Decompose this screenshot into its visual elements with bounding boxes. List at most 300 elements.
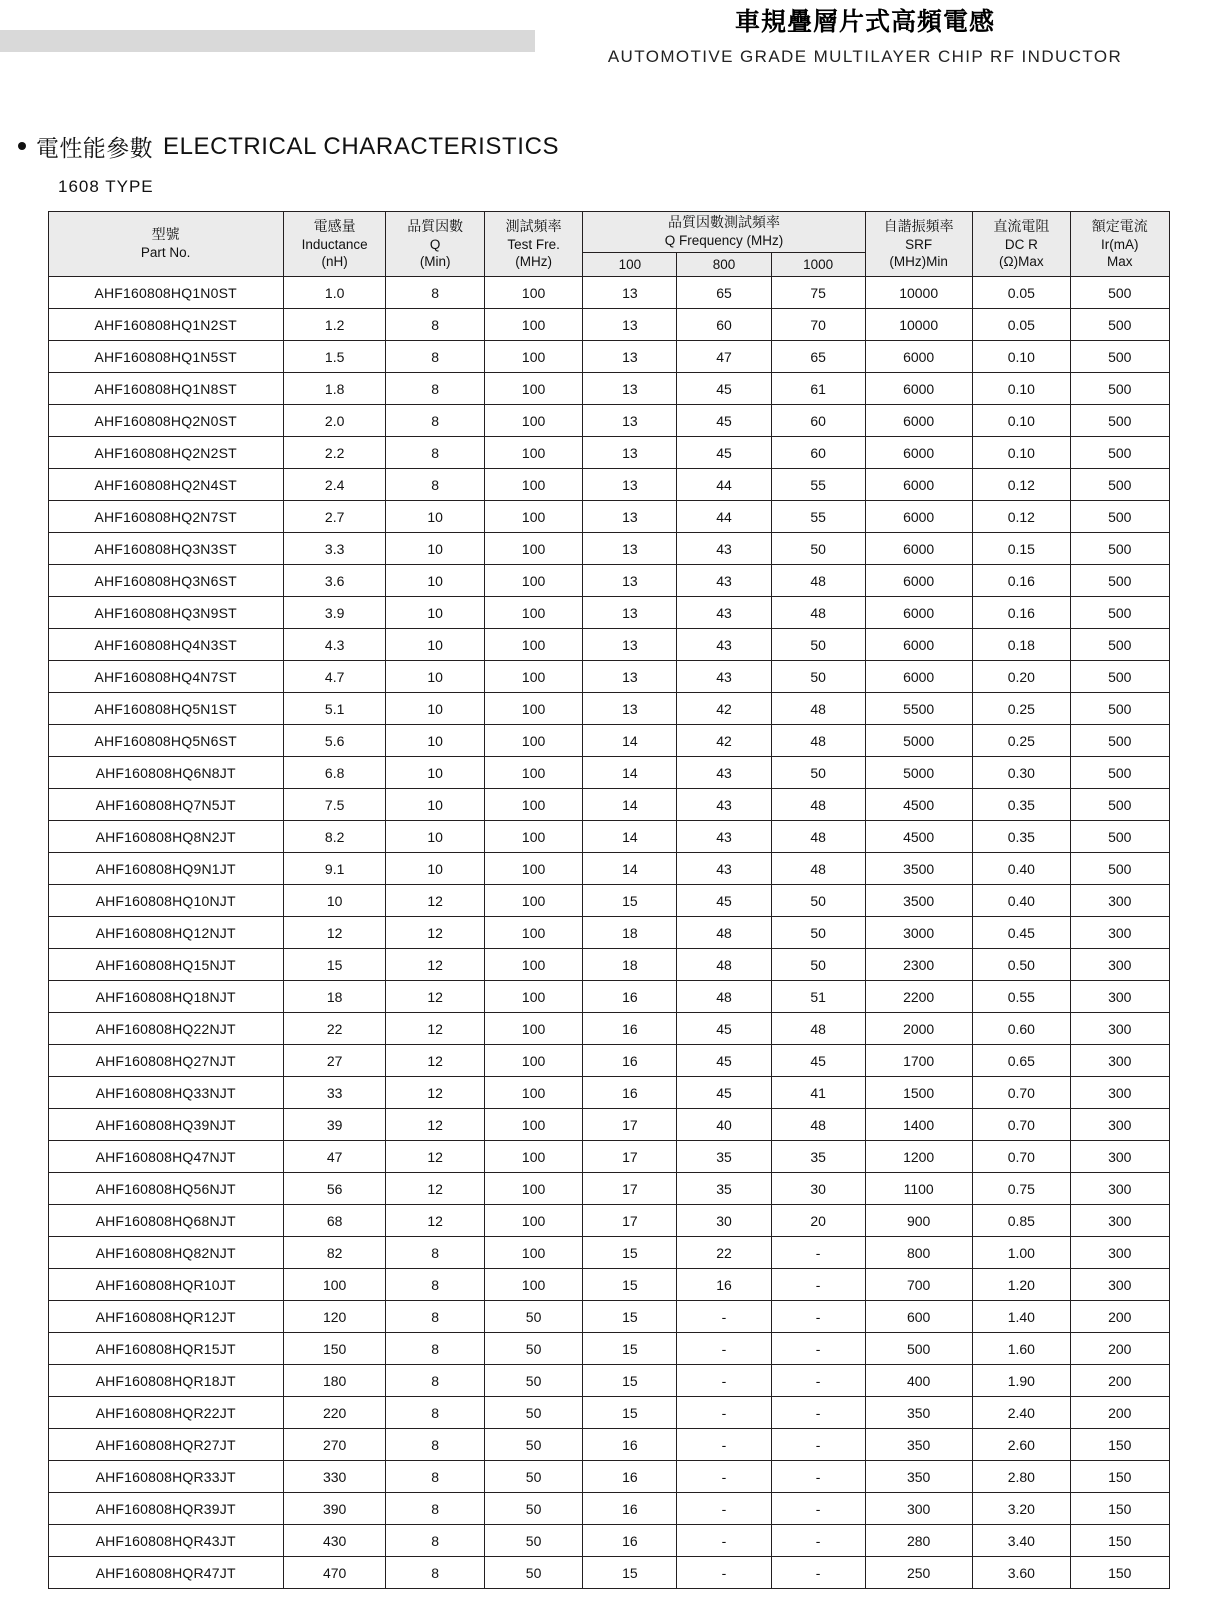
header-accent-bar (0, 30, 535, 52)
cell-value: 14 (583, 725, 677, 757)
cell-value: - (677, 1429, 771, 1461)
document-title-chinese: 車規疊層片式高頻電感 (734, 7, 995, 36)
cell-value: 0.15 (972, 533, 1070, 565)
cell-value: 500 (1071, 437, 1169, 469)
header-part-no (48, 212, 283, 277)
cell-value: 50 (484, 1525, 582, 1557)
cell-value: 100 (484, 341, 582, 373)
cell-value: 48 (771, 725, 865, 757)
cell-value: 300 (1071, 1205, 1169, 1237)
cell-value: 1500 (865, 1077, 972, 1109)
table-row (48, 661, 1169, 693)
cell-value: 2300 (865, 949, 972, 981)
header-rated-current-en: Ir(mA) (1101, 236, 1139, 252)
cell-value: 300 (1071, 1141, 1169, 1173)
cell-part-no: AHF160808HQ47NJT (48, 1141, 283, 1173)
cell-value: 0.40 (972, 853, 1070, 885)
cell-value: 100 (484, 309, 582, 341)
cell-value: 50 (484, 1301, 582, 1333)
header-test-frequency (484, 212, 582, 277)
cell-value: 3.20 (972, 1493, 1070, 1525)
cell-value: 2000 (865, 1013, 972, 1045)
cell-value: 0.35 (972, 789, 1070, 821)
cell-value: 5000 (865, 757, 972, 789)
cell-value: 45 (677, 1077, 771, 1109)
cell-value: 6000 (865, 437, 972, 469)
cell-part-no: AHF160808HQ10NJT (48, 885, 283, 917)
cell-value: 43 (677, 821, 771, 853)
cell-value: 35 (771, 1141, 865, 1173)
cell-value: 300 (1071, 981, 1169, 1013)
cell-value: 48 (771, 789, 865, 821)
cell-value: 100 (283, 1269, 386, 1301)
cell-value: 43 (677, 533, 771, 565)
cell-value: 150 (283, 1333, 386, 1365)
cell-value: 150 (1071, 1493, 1169, 1525)
cell-value: 0.30 (972, 757, 1070, 789)
cell-value: 8 (386, 1493, 484, 1525)
cell-value: 200 (1071, 1333, 1169, 1365)
header-q-unit: (Min) (419, 253, 451, 269)
cell-value: 3.6 (283, 565, 386, 597)
table-row (48, 1301, 1169, 1333)
cell-part-no: AHF160808HQ22NJT (48, 1013, 283, 1045)
cell-value: - (677, 1301, 771, 1333)
cell-value: 16 (677, 1269, 771, 1301)
cell-value: 470 (283, 1557, 386, 1589)
cell-value: 10 (386, 853, 484, 885)
cell-value: 10 (386, 501, 484, 533)
cell-value: 8 (386, 1237, 484, 1269)
cell-part-no: AHF160808HQR12JT (48, 1301, 283, 1333)
cell-value: 8 (386, 277, 484, 309)
cell-value: 300 (1071, 1013, 1169, 1045)
cell-value: 3.60 (972, 1557, 1070, 1589)
cell-part-no: AHF160808HQ3N6ST (48, 565, 283, 597)
cell-value: 500 (1071, 501, 1169, 533)
cell-value: 43 (677, 629, 771, 661)
cell-value: 100 (484, 885, 582, 917)
cell-value: 43 (677, 565, 771, 597)
cell-value: 43 (677, 853, 771, 885)
cell-value: 14 (583, 757, 677, 789)
cell-value: 13 (583, 469, 677, 501)
cell-part-no: AHF160808HQ56NJT (48, 1173, 283, 1205)
cell-value: - (771, 1333, 865, 1365)
table-row (48, 1237, 1169, 1269)
cell-value: - (677, 1461, 771, 1493)
cell-value: 12 (283, 917, 386, 949)
cell-value: 12 (386, 949, 484, 981)
cell-value: 15 (583, 1365, 677, 1397)
cell-value: 1.2 (283, 309, 386, 341)
cell-value: 900 (865, 1205, 972, 1237)
cell-value: 50 (771, 757, 865, 789)
cell-value: 100 (484, 981, 582, 1013)
cell-value: 300 (1071, 1173, 1169, 1205)
cell-value: 500 (1071, 725, 1169, 757)
cell-value: 18 (583, 917, 677, 949)
cell-value: 800 (865, 1237, 972, 1269)
header-title-block (535, 6, 1195, 68)
table-row (48, 757, 1169, 789)
cell-value: 300 (865, 1493, 972, 1525)
cell-value: 47 (283, 1141, 386, 1173)
cell-part-no: AHF160808HQ1N8ST (48, 373, 283, 405)
cell-value: 200 (1071, 1301, 1169, 1333)
cell-value: 0.85 (972, 1205, 1070, 1237)
cell-value: 100 (484, 725, 582, 757)
header-srf-unit: (MHz)Min (889, 253, 948, 269)
cell-value: 6000 (865, 341, 972, 373)
cell-value: 15 (583, 1301, 677, 1333)
cell-value: 100 (484, 1237, 582, 1269)
cell-value: 42 (677, 693, 771, 725)
table-type-label: 1608 TYPE (58, 177, 154, 196)
cell-value: 14 (583, 821, 677, 853)
cell-part-no: AHF160808HQ1N0ST (48, 277, 283, 309)
cell-value: 82 (283, 1237, 386, 1269)
cell-value: 60 (771, 405, 865, 437)
cell-value: 100 (484, 405, 582, 437)
cell-value: 8 (386, 1301, 484, 1333)
cell-value: 50 (771, 885, 865, 917)
cell-value: 18 (283, 981, 386, 1013)
header-q (386, 212, 484, 277)
header-part-no-cn: 型號 (151, 227, 180, 243)
cell-value: 13 (583, 437, 677, 469)
header-srf-en: SRF (905, 236, 933, 252)
section-title (18, 130, 1217, 163)
cell-value: 6000 (865, 629, 972, 661)
table-row (48, 1333, 1169, 1365)
cell-value: - (771, 1461, 865, 1493)
cell-part-no: AHF160808HQ4N3ST (48, 629, 283, 661)
cell-value: 500 (1071, 789, 1169, 821)
cell-part-no: AHF160808HQ27NJT (48, 1045, 283, 1077)
cell-value: 43 (677, 597, 771, 629)
cell-value: 16 (583, 981, 677, 1013)
cell-value: 400 (865, 1365, 972, 1397)
table-row (48, 1461, 1169, 1493)
table-row (48, 501, 1169, 533)
cell-value: 4500 (865, 821, 972, 853)
cell-value: 48 (771, 1109, 865, 1141)
cell-value: 100 (484, 629, 582, 661)
header-rated-current-unit: Max (1107, 253, 1133, 269)
cell-value: 55 (771, 501, 865, 533)
cell-value: 390 (283, 1493, 386, 1525)
cell-value: 0.05 (972, 309, 1070, 341)
table-row (48, 309, 1169, 341)
cell-value: 48 (771, 693, 865, 725)
cell-value: 0.50 (972, 949, 1070, 981)
header-q-cn: 品質因數 (407, 218, 464, 235)
table-row (48, 629, 1169, 661)
cell-value: 0.18 (972, 629, 1070, 661)
header-inductance-cn: 電感量 (313, 218, 356, 235)
cell-value: 200 (1071, 1365, 1169, 1397)
cell-part-no: AHF160808HQR27JT (48, 1429, 283, 1461)
cell-value: 4.3 (283, 629, 386, 661)
cell-value: 12 (386, 1109, 484, 1141)
cell-value: 5500 (865, 693, 972, 725)
cell-value: 300 (1071, 1077, 1169, 1109)
cell-part-no: AHF160808HQ2N0ST (48, 405, 283, 437)
cell-value: 200 (1071, 1397, 1169, 1429)
cell-value: 3500 (865, 885, 972, 917)
cell-value: 45 (677, 405, 771, 437)
cell-value: 500 (1071, 373, 1169, 405)
cell-value: 42 (677, 725, 771, 757)
cell-value: - (677, 1397, 771, 1429)
cell-value: - (771, 1301, 865, 1333)
cell-value: 16 (583, 1493, 677, 1525)
cell-part-no: AHF160808HQ2N7ST (48, 501, 283, 533)
table-row (48, 1429, 1169, 1461)
cell-value: 1.5 (283, 341, 386, 373)
table-row (48, 565, 1169, 597)
header-dcr-unit: (Ω)Max (999, 253, 1044, 269)
cell-value: 300 (1071, 1109, 1169, 1141)
cell-value: 100 (484, 1077, 582, 1109)
spec-table-container (48, 211, 1170, 1589)
cell-value: 250 (865, 1557, 972, 1589)
cell-part-no: AHF160808HQ1N2ST (48, 309, 283, 341)
header-srf (865, 212, 972, 277)
cell-value: 5000 (865, 725, 972, 757)
cell-value: 68 (283, 1205, 386, 1237)
cell-value: 70 (771, 309, 865, 341)
table-row (48, 437, 1169, 469)
cell-value: 43 (677, 757, 771, 789)
cell-value: 100 (484, 533, 582, 565)
cell-value: 500 (1071, 277, 1169, 309)
cell-part-no: AHF160808HQ33NJT (48, 1077, 283, 1109)
cell-value: 12 (386, 981, 484, 1013)
header-q-frequency-group (583, 212, 865, 253)
cell-value: 6000 (865, 405, 972, 437)
cell-value: 500 (1071, 469, 1169, 501)
cell-value: 1.8 (283, 373, 386, 405)
cell-part-no: AHF160808HQ8N2JT (48, 821, 283, 853)
cell-value: - (771, 1493, 865, 1525)
cell-value: 500 (865, 1333, 972, 1365)
cell-value: 6000 (865, 597, 972, 629)
cell-value: 100 (484, 1109, 582, 1141)
cell-value: 100 (484, 949, 582, 981)
cell-value: 12 (386, 1045, 484, 1077)
cell-value: 6000 (865, 533, 972, 565)
cell-value: 45 (677, 437, 771, 469)
cell-value: 100 (484, 1045, 582, 1077)
cell-value: 2.60 (972, 1429, 1070, 1461)
cell-value: 10 (386, 757, 484, 789)
cell-value: 8 (386, 1429, 484, 1461)
page-header (0, 0, 1217, 92)
table-row (48, 789, 1169, 821)
cell-value: 100 (484, 693, 582, 725)
cell-value: - (677, 1365, 771, 1397)
electrical-characteristics-table (48, 211, 1170, 1589)
cell-value: 4500 (865, 789, 972, 821)
cell-value: 100 (484, 469, 582, 501)
table-row (48, 341, 1169, 373)
cell-value: 3.9 (283, 597, 386, 629)
table-row (48, 405, 1169, 437)
cell-value: 500 (1071, 821, 1169, 853)
cell-value: 0.75 (972, 1173, 1070, 1205)
cell-value: 9.1 (283, 853, 386, 885)
cell-value: 12 (386, 917, 484, 949)
cell-value: 8 (386, 1365, 484, 1397)
cell-value: 48 (771, 853, 865, 885)
cell-part-no: AHF160808HQ68NJT (48, 1205, 283, 1237)
cell-value: 0.45 (972, 917, 1070, 949)
header-test-frequency-en: Test Fre. (507, 236, 560, 252)
cell-value: 6000 (865, 469, 972, 501)
cell-part-no: AHF160808HQ3N9ST (48, 597, 283, 629)
cell-value: 120 (283, 1301, 386, 1333)
cell-value: 48 (771, 821, 865, 853)
cell-value: - (771, 1429, 865, 1461)
cell-value: - (771, 1269, 865, 1301)
cell-part-no: AHF160808HQR15JT (48, 1333, 283, 1365)
table-row (48, 277, 1169, 309)
cell-value: 50 (484, 1333, 582, 1365)
cell-value: 1.20 (972, 1269, 1070, 1301)
cell-value: 100 (484, 917, 582, 949)
table-row (48, 469, 1169, 501)
cell-value: 500 (1071, 629, 1169, 661)
header-q-freq-800: 800 (677, 253, 771, 277)
cell-value: 27 (283, 1045, 386, 1077)
cell-value: 50 (484, 1493, 582, 1525)
cell-value: 100 (484, 789, 582, 821)
cell-value: - (771, 1557, 865, 1589)
cell-value: 0.60 (972, 1013, 1070, 1045)
cell-value: 100 (484, 437, 582, 469)
cell-value: 45 (677, 885, 771, 917)
cell-value: 44 (677, 501, 771, 533)
cell-value: 100 (484, 1269, 582, 1301)
cell-value: 65 (771, 341, 865, 373)
table-row (48, 373, 1169, 405)
cell-value: 700 (865, 1269, 972, 1301)
cell-value: 15 (583, 1237, 677, 1269)
cell-value: 6000 (865, 661, 972, 693)
cell-value: 100 (484, 597, 582, 629)
cell-value: 100 (484, 565, 582, 597)
bullet-icon (18, 142, 26, 150)
table-row (48, 725, 1169, 757)
cell-value: 33 (283, 1077, 386, 1109)
cell-value: 500 (1071, 853, 1169, 885)
cell-value: 12 (386, 1077, 484, 1109)
cell-value: 0.70 (972, 1109, 1070, 1141)
cell-value: 0.10 (972, 437, 1070, 469)
header-rated-current-cn: 額定電流 (1091, 218, 1148, 235)
cell-value: 10 (386, 821, 484, 853)
cell-value: 500 (1071, 341, 1169, 373)
cell-part-no: AHF160808HQ9N1JT (48, 853, 283, 885)
cell-value: 180 (283, 1365, 386, 1397)
cell-value: - (771, 1365, 865, 1397)
header-rated-current (1071, 212, 1169, 277)
cell-value: - (771, 1525, 865, 1557)
document-title-english: AUTOMOTIVE GRADE MULTILAYER CHIP RF INDUCTOR (607, 47, 1123, 66)
header-q-frequency-cn: 品質因數測試頻率 (667, 215, 780, 231)
cell-value: 16 (583, 1077, 677, 1109)
cell-value: 0.10 (972, 373, 1070, 405)
cell-value: 500 (1071, 661, 1169, 693)
cell-value: 8 (386, 1525, 484, 1557)
table-body (48, 277, 1169, 1589)
cell-part-no: AHF160808HQ6N8JT (48, 757, 283, 789)
cell-value: 2200 (865, 981, 972, 1013)
cell-part-no: AHF160808HQR47JT (48, 1557, 283, 1589)
cell-value: 65 (677, 277, 771, 309)
cell-value: 5.1 (283, 693, 386, 725)
cell-value: 44 (677, 469, 771, 501)
cell-value: 10 (386, 725, 484, 757)
cell-value: 8 (386, 1461, 484, 1493)
cell-value: 50 (484, 1429, 582, 1461)
cell-value: 48 (771, 597, 865, 629)
cell-value: 2.4 (283, 469, 386, 501)
header-q-freq-1000: 1000 (771, 253, 865, 277)
cell-value: 8 (386, 1557, 484, 1589)
cell-value: 2.40 (972, 1397, 1070, 1429)
cell-value: 0.16 (972, 565, 1070, 597)
cell-value: 50 (484, 1397, 582, 1429)
cell-value: 280 (865, 1525, 972, 1557)
cell-value: 60 (771, 437, 865, 469)
cell-value: 12 (386, 1141, 484, 1173)
cell-value: 1400 (865, 1109, 972, 1141)
cell-value: 8 (386, 341, 484, 373)
cell-value: 50 (771, 661, 865, 693)
cell-value: 220 (283, 1397, 386, 1429)
table-row (48, 1045, 1169, 1077)
table-row (48, 1141, 1169, 1173)
cell-value: 30 (677, 1205, 771, 1237)
cell-part-no: AHF160808HQ3N3ST (48, 533, 283, 565)
cell-value: 13 (583, 533, 677, 565)
cell-value: 30 (771, 1173, 865, 1205)
cell-value: 13 (583, 341, 677, 373)
cell-value: 0.65 (972, 1045, 1070, 1077)
cell-value: 100 (484, 1013, 582, 1045)
cell-value: 7.5 (283, 789, 386, 821)
header-test-frequency-cn: 測試頻率 (505, 218, 562, 235)
cell-value: 8 (386, 469, 484, 501)
cell-value: 8 (386, 405, 484, 437)
cell-value: 500 (1071, 757, 1169, 789)
cell-value: 50 (484, 1557, 582, 1589)
cell-value: 10000 (865, 309, 972, 341)
header-inductance-en: Inductance (301, 236, 368, 252)
cell-value: 1200 (865, 1141, 972, 1173)
cell-part-no: AHF160808HQR39JT (48, 1493, 283, 1525)
cell-value: 43 (677, 789, 771, 821)
cell-value: 300 (1071, 949, 1169, 981)
cell-value: 150 (1071, 1461, 1169, 1493)
cell-value: 10 (283, 885, 386, 917)
cell-value: 8 (386, 437, 484, 469)
cell-part-no: AHF160808HQ2N4ST (48, 469, 283, 501)
cell-value: 45 (677, 1045, 771, 1077)
